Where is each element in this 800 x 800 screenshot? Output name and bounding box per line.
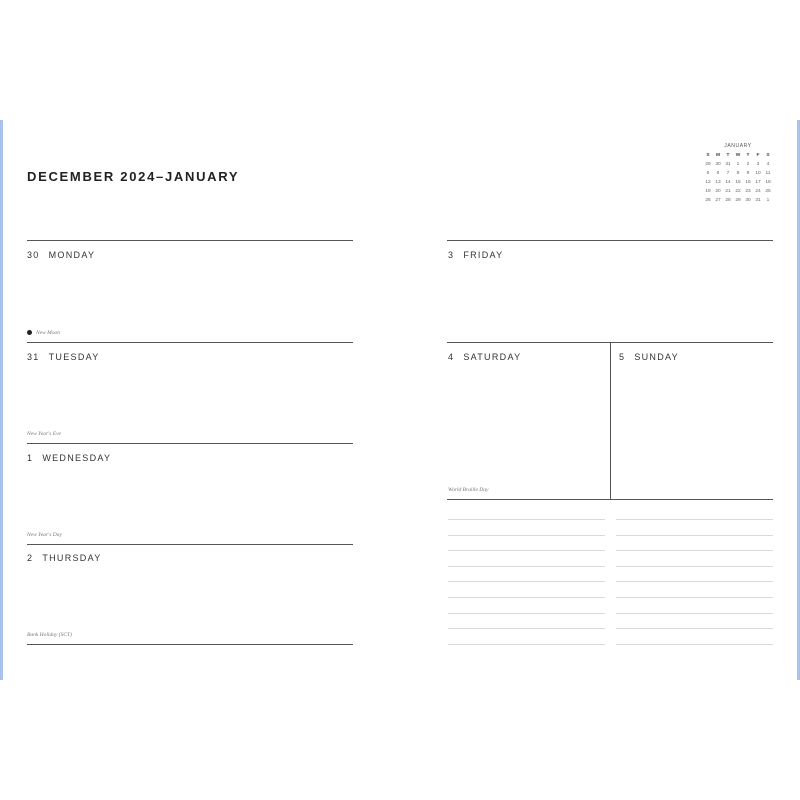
day-name: THURSDAY (42, 553, 102, 563)
calendar-date: 28 (725, 198, 731, 203)
calendar-date: 31 (755, 198, 761, 203)
note-line (448, 644, 605, 645)
calendar-date: 31 (725, 162, 731, 167)
weekday-header: S (706, 153, 710, 158)
day-monday[interactable] (27, 250, 95, 260)
note-line (448, 550, 605, 551)
day-name: SATURDAY (463, 352, 522, 362)
note-line (616, 613, 773, 614)
calendar-date: 9 (746, 171, 750, 176)
note-line (448, 519, 605, 520)
event-thursday: Bank Holiday (SCT) (27, 632, 72, 638)
weekday-header: S (766, 153, 770, 158)
new-moon-icon (27, 330, 32, 335)
weekday-header: T (726, 153, 730, 158)
note-line (448, 535, 605, 536)
event-tuesday: New Year's Eve (27, 431, 61, 437)
day-tuesday[interactable] (27, 352, 100, 362)
note-line (448, 597, 605, 598)
note-line (616, 535, 773, 536)
calendar-date: 24 (755, 189, 761, 194)
mini-calendar-month: JANUARY (724, 143, 752, 149)
note-line (448, 613, 605, 614)
note-line (448, 566, 605, 567)
page-edge-left (0, 120, 3, 680)
day-name: MONDAY (48, 250, 96, 260)
weekday-header: M (716, 153, 720, 158)
calendar-date: 16 (745, 180, 751, 185)
calendar-date: 27 (715, 198, 721, 203)
calendar-date: 12 (705, 180, 711, 185)
page-title: DECEMBER 2024–JANUARY (27, 169, 240, 184)
calendar-date: 19 (705, 189, 711, 194)
event-monday (27, 330, 60, 336)
weekday-header: F (756, 153, 760, 158)
calendar-date: 4 (766, 162, 770, 167)
note-line (616, 581, 773, 582)
day-number: 30 (27, 250, 40, 260)
mini-calendar-grid (703, 152, 773, 204)
day-name: FRIDAY (463, 250, 504, 260)
day-number: 1 (27, 453, 34, 463)
calendar-date: 25 (765, 189, 771, 194)
calendar-date: 22 (735, 189, 741, 194)
day-name: TUESDAY (48, 352, 100, 362)
note-line (448, 581, 605, 582)
weekday-header: W (735, 153, 741, 158)
calendar-date: 15 (735, 180, 741, 185)
note-line (448, 628, 605, 629)
calendar-date: 1 (736, 162, 740, 167)
note-line (616, 550, 773, 551)
calendar-date: 11 (765, 171, 771, 176)
calendar-date: 20 (715, 189, 721, 194)
calendar-date: 14 (725, 180, 731, 185)
calendar-date: 18 (765, 180, 771, 185)
divider (27, 342, 353, 343)
day-number: 5 (619, 352, 626, 362)
calendar-date: 29 (705, 162, 711, 167)
calendar-date: 30 (745, 198, 751, 203)
day-number: 3 (448, 250, 455, 260)
calendar-date: 8 (736, 171, 740, 176)
day-wednesday[interactable] (27, 453, 111, 463)
calendar-date: 10 (755, 171, 761, 176)
day-number: 31 (27, 352, 40, 362)
calendar-date: 21 (725, 189, 731, 194)
calendar-date: 17 (755, 180, 761, 185)
day-sunday[interactable] (619, 352, 679, 362)
calendar-date: 1 (766, 198, 770, 203)
divider (27, 544, 353, 545)
calendar-date: 2 (746, 162, 750, 167)
day-name: SUNDAY (634, 352, 679, 362)
weekday-header: T (746, 153, 750, 158)
calendar-date: 26 (705, 198, 711, 203)
calendar-date: 5 (706, 171, 710, 176)
day-thursday[interactable] (27, 553, 102, 563)
divider (27, 240, 353, 241)
day-number: 2 (27, 553, 34, 563)
calendar-date: 30 (715, 162, 721, 167)
weekend-divider (610, 342, 611, 500)
note-line (616, 597, 773, 598)
divider (27, 443, 353, 444)
event-wednesday: New Year's Day (27, 532, 62, 538)
note-line (616, 644, 773, 645)
event-saturday: World Braille Day (448, 487, 489, 493)
day-friday[interactable] (448, 250, 503, 260)
note-line (616, 519, 773, 520)
calendar-date: 13 (715, 180, 721, 185)
mini-calendar (703, 143, 773, 204)
divider (27, 644, 353, 645)
note-line (616, 628, 773, 629)
day-number: 4 (448, 352, 455, 362)
calendar-date: 29 (735, 198, 741, 203)
divider (447, 240, 773, 241)
calendar-date: 7 (726, 171, 730, 176)
note-line (616, 566, 773, 567)
calendar-date: 3 (756, 162, 760, 167)
event-label: New Moon (36, 330, 60, 336)
calendar-date: 6 (716, 171, 720, 176)
calendar-date: 23 (745, 189, 751, 194)
day-saturday[interactable] (448, 352, 521, 362)
divider (447, 499, 773, 500)
day-name: WEDNESDAY (42, 453, 112, 463)
